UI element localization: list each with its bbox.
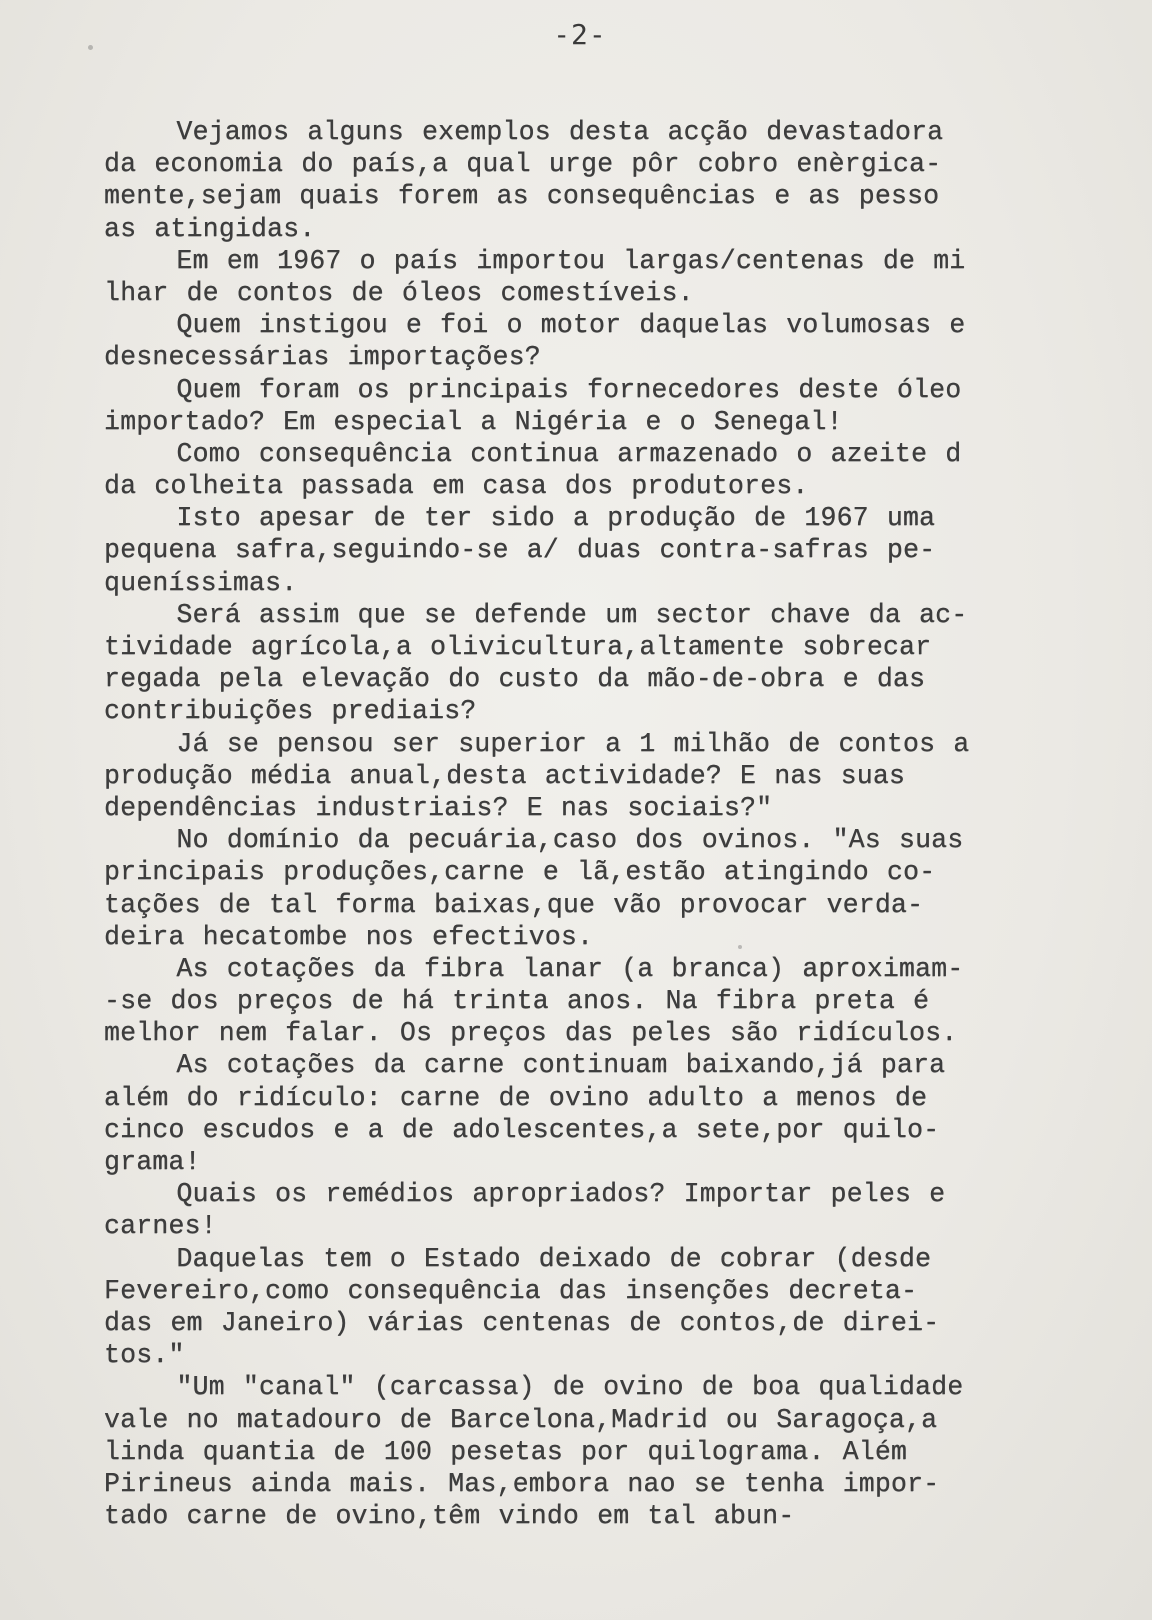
text-line: Será assim que se defende um sector chave da ac-: [104, 599, 968, 630]
text-line: As cotações da carne continuam baixando,já para: [104, 1050, 946, 1081]
text-line: produção média anual,desta actividade? E nas suas: [104, 760, 906, 791]
text-line: No domínio da pecuária,caso dos ovinos. "As suas: [104, 825, 964, 856]
text-line: Já se pensou ser superior a 1 milhão de contos a: [104, 728, 970, 759]
text-line: regada pela elevação do custo da mão-de-obra e das: [104, 664, 926, 695]
text-line: Isto apesar de ter sido a produção de 1967 uma: [104, 503, 936, 534]
text-line: Pirineus ainda mais. Mas,embora nao se tenha impor-: [104, 1468, 940, 1499]
text-line: Como consequência continua armazenado o azeite d: [104, 438, 962, 469]
text-line: mente,sejam quais forem as consequências e as pesso: [104, 181, 940, 212]
text-line: principais produções,carne e lã,estão atingindo co-: [104, 857, 936, 888]
text-line: -se dos preços de há trinta anos. Na fibra preta é: [104, 986, 930, 1017]
text-line: das em Janeiro) várias centenas de contos,de direi-: [104, 1307, 940, 1338]
text-line: importado? Em especial a Nigéria e o Senegal!: [104, 406, 843, 437]
paper-speck: [88, 45, 93, 50]
text-line: Quais os remédios apropriados? Importar peles e: [104, 1179, 946, 1210]
page-number: -2-: [553, 18, 607, 51]
text-line: além do ridículo: carne de ovino adulto a menos de: [104, 1082, 928, 1113]
text-line: cinco escudos e a de adolescentes,a sete,por quilo-: [104, 1114, 940, 1145]
text-line: Quem instigou e foi o motor daquelas volumosas e: [104, 310, 966, 341]
text-line: as atingidas.: [104, 213, 316, 244]
text-line: dependências industriais? E nas sociais?": [104, 792, 773, 823]
text-line: Daquelas tem o Estado deixado de cobrar (desde: [104, 1243, 932, 1274]
text-line: contribuições prediais?: [104, 696, 477, 727]
text-line: tações de tal forma baixas,que vão provocar verda-: [104, 889, 924, 920]
text-line: Fevereiro,como consequência das insenções decreta-: [104, 1275, 918, 1306]
text-line: tos.": [104, 1340, 185, 1371]
text-line: As cotações da fibra lanar (a branca) aproximam-: [104, 953, 964, 984]
typewritten-text-body: [104, 116, 1124, 1532]
text-line: pequena safra,seguindo-se a/ duas contra-safras pe-: [104, 535, 936, 566]
text-line: vale no matadouro de Barcelona,Madrid ou Saragoça,a: [104, 1404, 938, 1435]
paper-speck: [722, 1257, 725, 1260]
text-line: Em em 1967 o país importou largas/centenas de mi: [104, 245, 966, 276]
text-line: Quem foram os principais fornecedores deste óleo: [104, 374, 962, 405]
text-line: tividade agrícola,a olivicultura,altamente sobrecar: [104, 632, 932, 662]
text-line: grama!: [104, 1147, 201, 1177]
text-line: deira hecatombe nos efectivos.: [104, 921, 594, 952]
text-line: lhar de contos de óleos comestíveis.: [104, 277, 694, 308]
text-line: da economia do país,a qual urge pôr cobro enèrgica-: [104, 149, 942, 180]
text-line: desnecessárias importações?: [104, 342, 541, 373]
text-line: tado carne de ovino,têm vindo em tal abun-: [104, 1501, 795, 1532]
text-line: queníssimas.: [104, 567, 298, 598]
text-line: "Um "canal" (carcassa) de ovino de boa qualidade: [104, 1372, 964, 1403]
text-line: carnes!: [104, 1211, 217, 1242]
text-line: linda quantia de 100 pesetas por quilograma. Além: [104, 1436, 908, 1467]
paper-speck: [738, 945, 742, 949]
text-line: melhor nem falar. Os preços das peles são ridículos.: [104, 1018, 958, 1049]
text-line: Vejamos alguns exemplos desta acção devastadora: [104, 117, 944, 147]
text-line: da colheita passada em casa dos produtores.: [104, 471, 809, 502]
